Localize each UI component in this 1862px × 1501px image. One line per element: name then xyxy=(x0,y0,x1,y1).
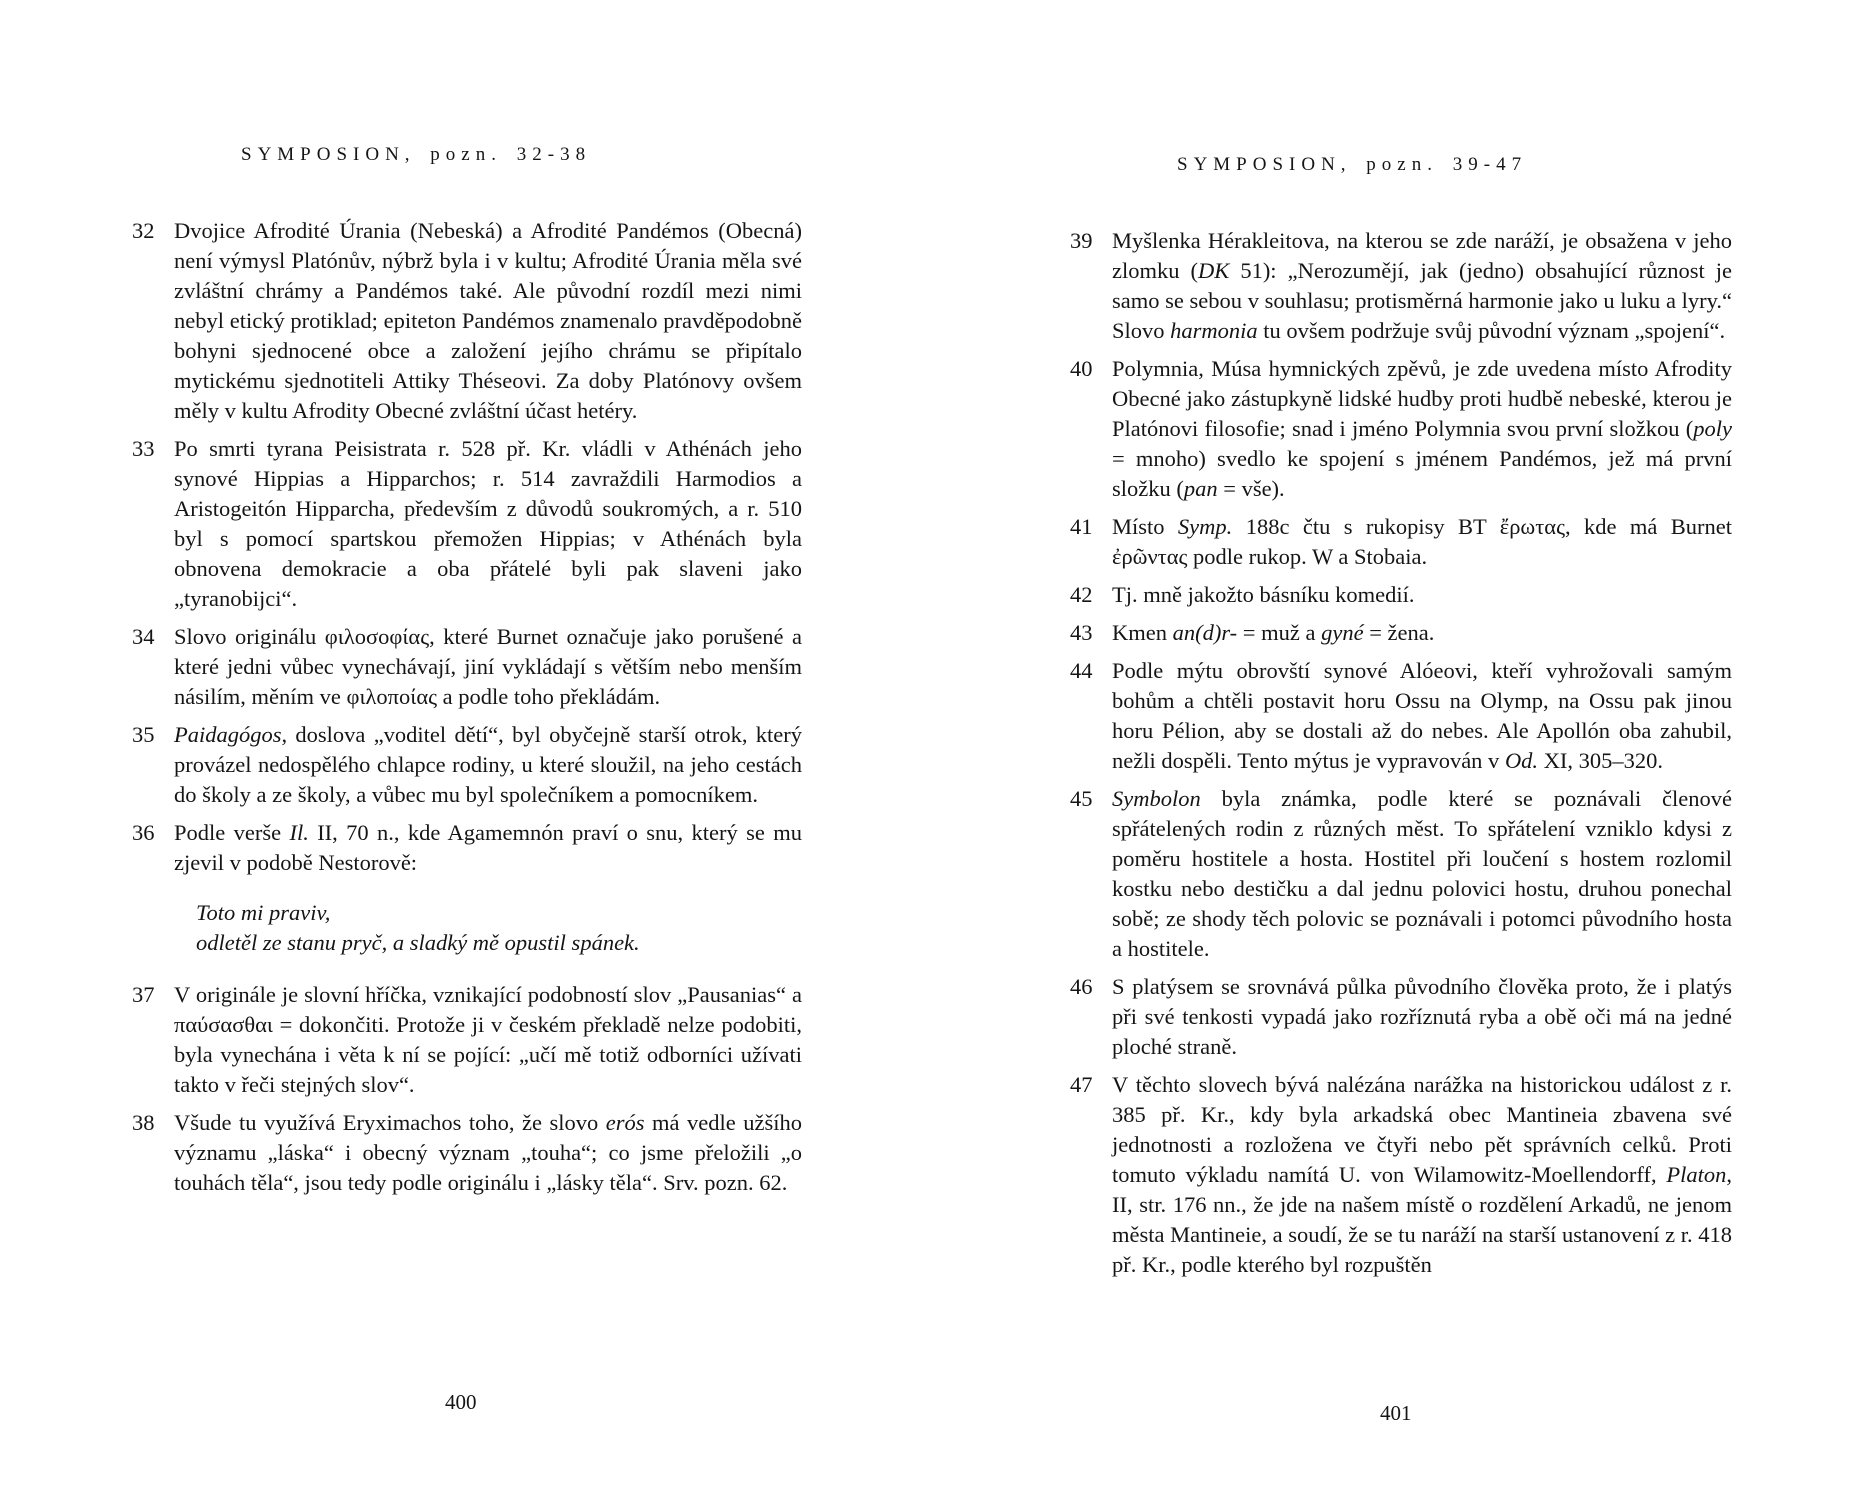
note-text: Po smrti tyrana Peisistrata r. 528 př. Kr. vládli v Athénách jeho synové Hippias a Hipparchos; r. 514 zavraždili Harmodios a Aristogeitón Hipparcha, především z důvodů soukromých, a r. 510 byl s pomocí spartskou přemožen Hippias; v Athénách byla obnovena demokracie a oba přátelé byli pak slaveni jako „tyranobijci“. xyxy=(174,436,802,611)
verse-line: Toto mi praviv, xyxy=(196,900,331,925)
note-number: 35 xyxy=(132,722,155,747)
note-text xyxy=(1112,512,1732,572)
notes-list-left xyxy=(132,216,802,1206)
italic-term: erós xyxy=(605,1110,645,1135)
running-head-left: SYMPOSION, pozn. 32-38 xyxy=(241,144,592,165)
note-number: 41 xyxy=(1070,514,1093,539)
note-text-part: II, 70 n., kde Agamemnón praví o snu, který se mu zjevil v podobě Nestorově: xyxy=(174,820,802,875)
note-46 xyxy=(1070,972,1732,1062)
italic-term: gyné xyxy=(1321,620,1364,645)
right-page xyxy=(931,0,1862,1501)
note-text-part: , II, str. 176 nn., že jde na našem místě o rozdělení Arkadů, ne jenom města Mantineie, a soudí, že se tu naráží na starší ustanovení z r. 418 př. Kr., podle kterého byl rozpuštěn xyxy=(1112,1162,1732,1277)
italic-reference: Symp. xyxy=(1177,514,1233,539)
note-number: 33 xyxy=(132,436,155,461)
note-43 xyxy=(1070,618,1732,648)
note-37 xyxy=(132,980,802,1100)
note-text: Tj. mně jakožto básníku komedií. xyxy=(1112,582,1415,607)
note-number: 37 xyxy=(132,982,155,1007)
note-35 xyxy=(132,720,802,810)
note-text-part: = mnoho) svedlo ke spojení s jménem Pandémos, jež má první složku ( xyxy=(1112,446,1732,501)
note-number: 39 xyxy=(1070,228,1093,253)
note-text-part: má vedle užšího významu „láska“ i obecný význam „touha“; co jsme přeložili „o touhách těla“, jsou tedy podle originálu i „lásky těla“. Srv. pozn. 62. xyxy=(174,1110,802,1195)
italic-term: harmonia xyxy=(1170,318,1258,343)
note-text-part: = žena. xyxy=(1363,620,1435,645)
note-33 xyxy=(132,434,802,614)
note-text-part: Polymnia, Músa hymnických zpěvů, je zde uvedena místo Afrodity Obecné jako zástupkyně lidské hudby proti hudbě nebeské, kterou je Platónovi filosofie; snad i jméno Polymnia svou první složkou ( xyxy=(1112,356,1732,441)
italic-term: pan xyxy=(1183,476,1218,501)
page-number-right: 401 xyxy=(1380,1401,1412,1425)
note-text-part: XI, 305–320. xyxy=(1538,748,1664,773)
verse-quote xyxy=(196,898,802,958)
note-36 xyxy=(132,818,802,972)
italic-reference: Platon xyxy=(1666,1162,1727,1187)
note-number: 46 xyxy=(1070,974,1093,999)
note-text xyxy=(1112,618,1732,648)
note-text xyxy=(174,720,802,810)
note-number: 38 xyxy=(132,1110,155,1135)
italic-reference: Od. xyxy=(1504,748,1539,773)
note-number: 43 xyxy=(1070,620,1093,645)
note-text-part: = vše). xyxy=(1217,476,1285,501)
note-text xyxy=(1112,784,1732,964)
italic-term: poly xyxy=(1693,416,1732,441)
note-42 xyxy=(1070,580,1732,610)
note-text xyxy=(1112,226,1732,346)
note-45 xyxy=(1070,784,1732,964)
italic-term: Symbolon xyxy=(1112,786,1201,811)
note-text-part: Všude tu využívá Eryximachos toho, že slovo xyxy=(174,1110,606,1135)
note-number: 45 xyxy=(1070,786,1093,811)
note-text: S platýsem se srovnává půlka původního člověka proto, že i platýs při své tenkosti vypadá jako rozříznutá ryba a obě oči má na jedné ploché straně. xyxy=(1112,974,1732,1059)
italic-reference: DK xyxy=(1198,258,1230,283)
note-44 xyxy=(1070,656,1732,776)
page-number-left: 400 xyxy=(445,1390,477,1414)
note-text-part: byla známka, podle které se poznávali členové spřátelených rodin z různých měst. To spřátelení vzniklo kdysi z poměru hostitele a hosta. Hostitel při loučení s hostem rozlomil kostku nebo destičku a dal jednu polovici hostu, druhou ponechal sobě; ze shody těch polovic se poznávali i potomci původního hosta a hostitele. xyxy=(1112,786,1732,961)
note-text-part: Myšlenka Hérakleitova, na kterou se zde naráží, je obsažena v jeho zlomku ( xyxy=(1112,228,1732,283)
note-text: V originále je slovní hříčka, vznikající podobností slov „Pausanias“ a παύσασθαι = dokončiti. Protože ji v českém překladě nelze podobiti, byla vynechána i věta k ní se pojící: „učí mě totiž odborníci užívati takto v řeči stejných slov“. xyxy=(174,982,802,1097)
note-number: 36 xyxy=(132,820,155,845)
italic-reference: Il. xyxy=(289,820,309,845)
note-number: 40 xyxy=(1070,356,1093,381)
note-text: Slovo originálu φιλοσοφίας, které Burnet označuje jako porušené a které jedni vůbec vynechávají, jiní vykládají s větším nebo menším násilím, měním ve φιλοποίας a podle toho překládám. xyxy=(174,624,802,709)
note-number: 42 xyxy=(1070,582,1093,607)
note-40 xyxy=(1070,354,1732,504)
note-text-part: tu ovšem podržuje svůj původní význam „spojení“. xyxy=(1257,318,1726,343)
italic-term: an(d)r- xyxy=(1172,620,1238,645)
note-32 xyxy=(132,216,802,426)
note-38 xyxy=(132,1108,802,1198)
note-39 xyxy=(1070,226,1732,346)
note-text-part: Místo xyxy=(1112,514,1178,539)
notes-list-right xyxy=(1070,226,1732,1288)
note-text-part: 51): „Nerozumějí, jak (jedno) obsahující různost je samo se sebou v souhlasu; protisměrná harmonie jako u luku a lyry.“ Slovo xyxy=(1112,258,1732,343)
note-text: Dvojice Afrodité Úrania (Nebeská) a Afrodité Pandémos (Obecná) není výmysl Platónův, nýbrž byla i v kultu; Afrodité Úrania měla své zvláštní chrámy a Pandémos také. Ale původní rozdíl mezi nimi nebyl etický protiklad; epiteton Pandémos znamenalo pravděpodobně bohyni sjednocené obce a založení jejího chrámu se připítalo mytickému sjednotiteli Attiky Théseovi. Za doby Platónovy ovšem měly v kultu Afrodity Obecné zvláštní účast hetéry. xyxy=(174,218,802,423)
note-number: 44 xyxy=(1070,658,1093,683)
note-text xyxy=(1112,354,1732,504)
note-text-part: , doslova „voditel dětí“, byl obyčejně starší otrok, který provázel nedospělého chlapce rodiny, u které sloužil, na jeho cestách do školy a ze školy, a vůbec mu byl společníkem a pomocníkem. xyxy=(174,722,802,807)
note-41 xyxy=(1070,512,1732,572)
note-text-part: = muž a xyxy=(1237,620,1322,645)
verse-line: odletěl ze stanu pryč, a sladký mě opustil spánek. xyxy=(196,930,640,955)
note-text xyxy=(174,1108,802,1198)
note-text-part: Kmen xyxy=(1112,620,1173,645)
running-head-right: SYMPOSION, pozn. 39-47 xyxy=(1177,154,1528,175)
note-text-part: Podle mýtu obrovští synové Alóeovi, kteří vyhrožovali samým bohům a chtěli postavit horu Ossu na Olymp, na Ossu pak jinou horu Pélion, aby se dostali až do nebes. Ale Apollón oba zahubil, nežli dospěli. Tento mýtus je vypravován v xyxy=(1112,658,1732,773)
note-text-part: 188c čtu s rukopisy BT ἔρωτας, kde má Burnet ἐρῶντας podle rukop. W a Stobaia. xyxy=(1112,514,1733,569)
note-number: 32 xyxy=(132,218,155,243)
note-number: 34 xyxy=(132,624,155,649)
note-text xyxy=(174,818,802,972)
note-text xyxy=(1112,1070,1732,1280)
italic-term: Paidagógos xyxy=(174,722,282,747)
note-34 xyxy=(132,622,802,712)
note-text xyxy=(1112,656,1732,776)
note-number: 47 xyxy=(1070,1072,1093,1097)
note-text-part: Podle verše xyxy=(174,820,290,845)
note-text-part: V těchto slovech bývá nalézána narážka na historickou událost z r. 385 př. Kr., kdy byla arkadská obec Mantineia zbavena své jednotnosti a rozložena ve čtyři nebo pět správních celků. Proti tomuto výkladu namítá U. von Wilamowitz-Moellendorff, xyxy=(1112,1072,1732,1187)
note-47 xyxy=(1070,1070,1732,1280)
